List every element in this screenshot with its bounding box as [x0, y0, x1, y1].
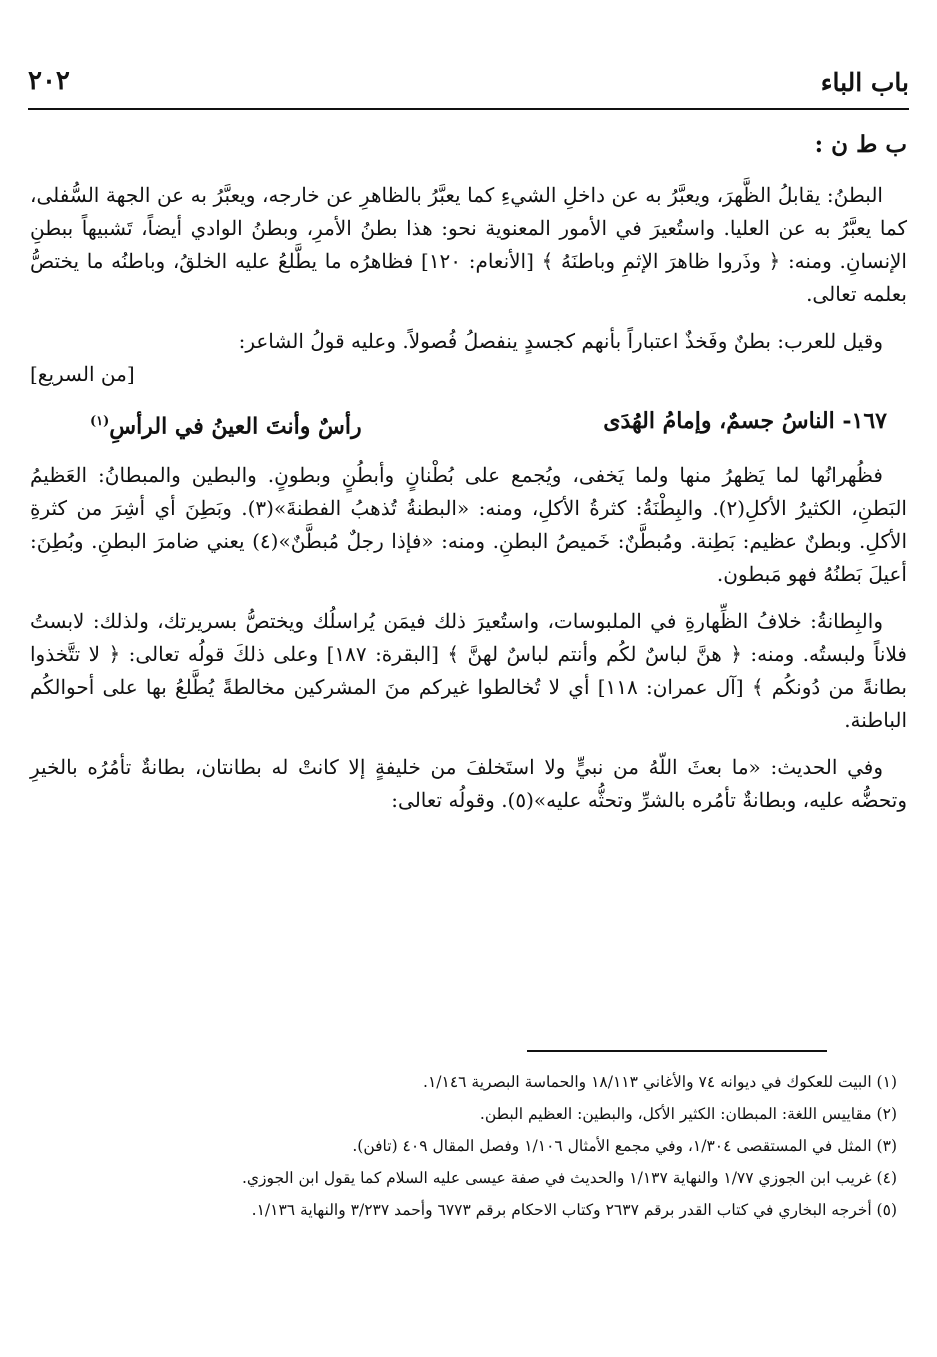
paragraph: البطنُ: يقابلُ الظَّهرَ، ويعبَّرُ به عن داخلِ الشيءِ كما يعبَّرُ بالظاهرِ عن خارجه، ويعبَّرُ به عن الجهة السُّفلى، كما يعبَّرُ به عن العليا. واستُعيرَ في الأمور المعنوية نحو: هذا بطنُ الأمرِ، وبطنُ الوادي أيضاً، تَشبيهاً ببطنِ الإنسانِ. ومنه: ﴿ وذَروا ظاهرَ الإثمِ وباطنَهُ ﴾ [الأنعام: ١٢٠] فظاهرُه ما يطَّلعُ عليه الخلقُ، وباطنُه ما يختصُّ بعلمه تعالى. [30, 183, 907, 306]
footnote: (٣) المثل في المستقصى ١/٣٠٤، وفي مجمع الأمثال ١/١٠٦ وفصل المقال ٤٠٩ (تافن). [352, 1137, 897, 1155]
poem-meter: [من السريع] [30, 362, 135, 386]
page-number: ٢٠٢ [28, 66, 70, 96]
verse-second-hemistich [90, 405, 362, 443]
paragraph: وقيل للعرب: بطنٌ وفَخذٌ اعتباراً بأنهم كجسدٍ ينفصلُ فُصولاً. وعليه قولُ الشاعر: [238, 329, 883, 353]
main-text [30, 128, 907, 831]
entry-heading: ب ط ن : [814, 131, 907, 158]
footnotes [30, 1068, 897, 1228]
paragraph: وفي الحديث: «ما بعثَ اللّهُ من نبيٍّ ولا استَخلفَ من خليفةٍ إلا كانتْ له بطانتان، بطانةٌ تأمُرُه بالخيرِ وتحضُّه عليه، وبطانةٌ تأمُره بالشرِّ وتحثُّه عليه»(٥). وقولُه تعالى: [30, 755, 907, 813]
footnote: (٥) أخرجه البخاري في كتاب القدر برقم ٢٦٣٧ وكتاب الاحكام برقم ٦٧٧٣ وأحمد ٣/٢٣٧ والنهاية ١/١٣٦. [251, 1201, 897, 1219]
paragraph: فظُهرانُها لما يَظهرُ منها ولما يَخفى، ويُجمع على بُطْنانٍ وأبطُنٍ وبطونٍ. والبطين والمبطانُ: العَظيمُ البَطنِ، الكثيرُ الأكلِ(٢). والبِطْنَةُ: كثرةُ الأكلِ، ومنه: «البطنةُ تُذهبُ الفطنةَ»(٣). وبَطِنَ أي أشِرَ من كثرةِ الأكلِ. وبطنٌ عظيم: بَطِنة. ومُبطَّنٌ: خَميصُ البطنِ. ومنه: «فإذا رجلٌ مُبطَّنٌ»(٤) يعني ضامرَ البطنِ. وبُطِنَ: أعيلَ بَطنُهُ فهو مَبطون. [30, 463, 907, 587]
chapter-title: باب الباء [820, 68, 909, 97]
verse-second-text: رأسٌ وأنتَ العينُ في الرأسِ [109, 413, 362, 440]
footnote-ref: (١) [90, 414, 110, 429]
verse-first-hemistich: ١٦٧- الناسُ جسمٌ، وإمامُ الهُدَى [603, 408, 887, 434]
running-header [28, 62, 909, 110]
poem-verse [30, 405, 907, 443]
footnote-divider [527, 1050, 827, 1052]
footnote: (١) البيت للعكوك في ديوانه ٧٤ والأغاني ١٨/١١٣ والحماسة البصرية ١/١٤٦. [423, 1073, 897, 1091]
paragraph: والبِطانةُ: خلافُ الظِّهارةِ في الملبوسات، واستُعيرَ ذلك فيمَن يُراسلُك ويختصُّ بسريرتك، ولذلك: لابستُ فلاناً ولبستُه. ومنه: ﴿ هنَّ لباسٌ لكُم وأنتم لباسٌ لهنَّ ﴾ [البقرة: ١٨٧] وعلى ذلكَ قولُه تعالى: ﴿ لا تتَّخذوا بطانةً من دُونكُم ﴾ [آل عمران: ١١٨] أي لا تُخالطوا غيركم منَ المشركين مخالطةً يُطَّلعُ بها على أحوالكُم الباطنة. [30, 609, 907, 733]
footnote: (٢) مقاييس اللغة: المبطان: الكثير الأكل، والبطين: العظيم البطن. [479, 1105, 897, 1123]
footnote: (٤) غريب ابن الجوزي ١/٧٧ والنهاية ١/١٣٧ والحديث في صفة عيسى عليه السلام كما يقول ابن الجوزي. [241, 1169, 897, 1187]
